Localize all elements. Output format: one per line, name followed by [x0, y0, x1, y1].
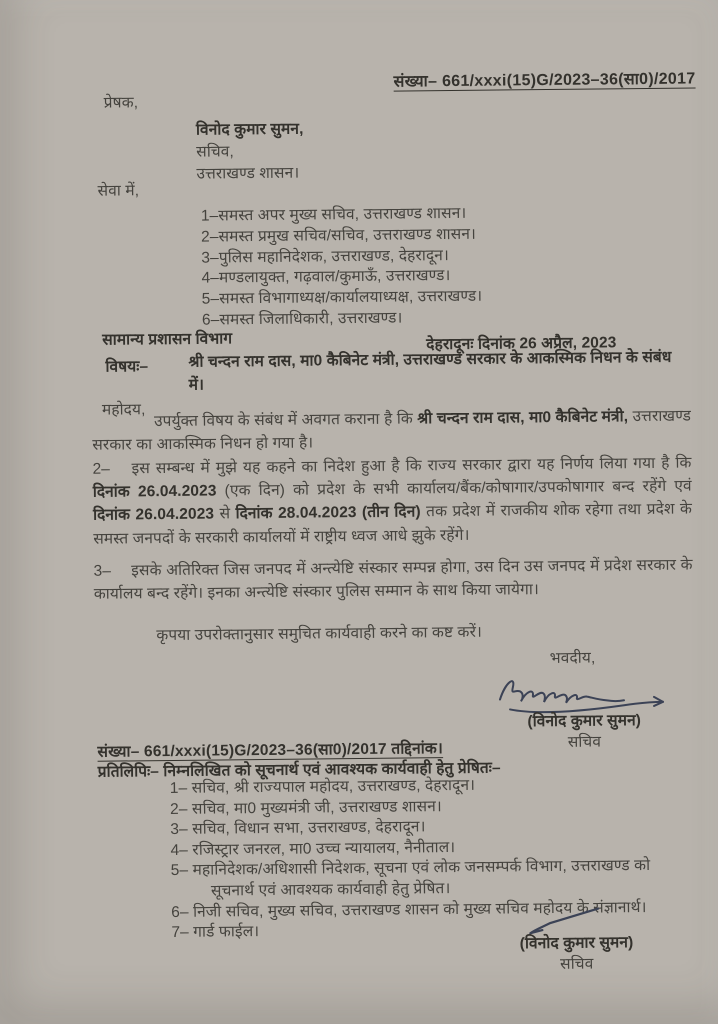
paragraph-3: 3– इसके अतिरिक्त जिस जनपद में अन्त्येष्टि संस्कार सम्पन्न होगा, उस दिन उस जनपद में प्रदेश सरकार के कार्यालय बन्द रहेंगे। इनका अन्त्येष्टि संस्कार पुलिस सम्मान के साथ किया जायेगा।	[93, 556, 693, 603]
signer-name: (विनोद कुमार सुमन)	[519, 934, 634, 953]
copy-to-label: प्रतिलिपिः– निम्नलिखित को सूचनार्थ एवं आवश्यक कार्यवाही हेतु प्रेषितः–	[97, 759, 501, 781]
recipient-item: 5–समस्त विभागाध्यक्ष/कार्यालयाध्यक्ष, उत्तराखण्ड।	[201, 287, 483, 308]
department-name: सामान्य प्रशासन विभाग	[102, 330, 233, 349]
recipient-list	[201, 204, 483, 332]
sender-name: विनोद कुमार सुमन,	[195, 120, 304, 139]
copy-to-item: 7– गार्ड फाईल।	[171, 923, 260, 942]
recipient-item: 1–समस्त अपर मुख्य सचिव, उत्तराखण्ड शासन।	[200, 204, 467, 225]
reference-number-top: संख्या– 661/xxxi(15)G/2023–36(सा0)/2017	[393, 70, 696, 91]
signature-block-main	[471, 646, 696, 753]
reference-number-bottom: संख्या– 661/xxxi(15)G/2023–36(सा0)/2017 तद्दिनांक।	[97, 740, 444, 761]
recipient-item: 4–मण्डलायुक्त, गढ़वाल/कुमाऊँ, उत्तराखण्ड।	[201, 267, 451, 288]
copy-to-list	[98, 773, 699, 944]
paragraph-2: 2– इस सम्बन्ध में मुझे यह कहने का निदेश हुआ है कि राज्य सरकार द्वारा यह निर्णय लिया गया है कि दिनांक 26.04.2023 (एक दिन) को प्रदेश के सभी कार्यालय/बैंक/कोषागार/उपकोषागार बन्द रहेंगे एवं दिनांक 26.04.2023 से दिनांक 28.04.2023 (तीन दिन) तक प्रदेश में राजकीय शोक रहेगा तथा प्रदेश के समस्त जनपदों के सरकारी कार्यालयों में राष्ट्रीय ध्वज आधे झुके रहेंगे।	[92, 454, 693, 548]
signature-block-footer	[466, 932, 686, 976]
signer-title: सचिव	[560, 955, 594, 973]
sender-designation: सचिव,	[196, 143, 234, 161]
valediction: भवदीय,	[549, 649, 596, 668]
signer-name: (विनोद कुमार सुमन)	[527, 712, 642, 731]
copy-to-item: 4– रजिस्ट्रार जनरल, मा0 उच्च न्यायालय, नैनीताल।	[170, 838, 456, 859]
salutation: महोदय,	[101, 401, 146, 419]
recipient-item: 6–समस्त जिलाधिकारी, उत्तराखण्ड।	[201, 309, 403, 329]
subject-label: विषयः–	[105, 358, 149, 376]
copy-to-item: 2– सचिव, मा0 मुख्यमंत्री जी, उत्तराखण्ड शासन।	[170, 797, 442, 818]
to-label: सेवा में,	[97, 182, 140, 200]
copy-to-item: 6– निजी सचिव, मुख्य सचिव, उत्तराखण्ड शासन को मुख्य सचिव महोदय के संज्ञानार्थ।	[171, 898, 647, 921]
copy-to-item: 5– महानिदेशक/अधिशासी निदेशक, सूचना एवं लोक जनसम्पर्क विभाग, उत्तराखण्ड को सूचनार्थ एवं आवश्यक कार्यवाही हेतु प्रेषित।	[170, 857, 651, 900]
copy-to-item: 3– सचिव, विधान सभा, उत्तराखण्ड, देहरादून।	[170, 818, 426, 839]
paragraph-1: उपर्युक्त विषय के संबंध में अवगत कराना है कि श्री चन्दन राम दास, मा0 कैबिनेट मंत्री, उत्तराखण्ड सरकार का आकस्मिक निधन हो गया है।	[92, 407, 692, 454]
place-and-date: देहरादूनः दिनांक 26 अप्रैल, 2023	[426, 334, 617, 354]
recipient-item: 2–समस्त प्रमुख सचिव/सचिव, उत्तराखण्ड शासन।	[201, 225, 477, 246]
recipient-item: 3–पुलिस महानिदेशक, उत्तराखण्ड, देहरादून।	[201, 246, 450, 267]
closing-request: कृपया उपरोक्तानुसार समुचित कार्यवाही करने का कष्ट करें।	[156, 623, 483, 645]
from-label: प्रेषक,	[103, 94, 139, 112]
sender-organization: उत्तराखण्ड शासन।	[196, 164, 300, 183]
copy-to-item: 1– सचिव, श्री राज्यपाल महोदय, उत्तराखण्ड, देहरादून।	[169, 776, 476, 797]
subject-text: श्री चन्दन राम दास, मा0 कैबिनेट मंत्री, उत्तराखण्ड सरकार के आकस्मिक निधन के संबंध में।	[188, 348, 672, 394]
signer-title: सचिव	[567, 733, 602, 751]
sender-block	[196, 119, 304, 186]
